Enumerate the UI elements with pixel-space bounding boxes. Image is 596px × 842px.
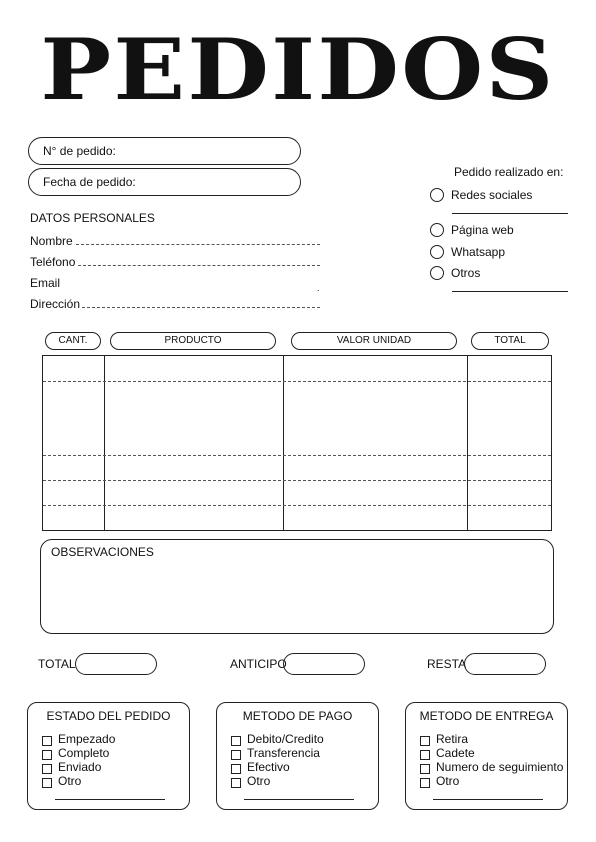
delivery-other-checkbox[interactable] <box>420 778 430 788</box>
status-sent-checkbox[interactable] <box>42 764 52 774</box>
channel-social-label: Redes sociales <box>451 188 533 202</box>
order-table[interactable] <box>42 355 552 531</box>
order-number-label: N° de pedido: <box>43 144 116 158</box>
delivery-courier-label: Cadete <box>436 746 475 760</box>
address-input-line[interactable] <box>82 307 320 308</box>
row-divider <box>43 480 551 481</box>
status-other-label: Otro <box>58 774 82 788</box>
order-date-field[interactable] <box>28 168 301 196</box>
channel-whatsapp-label: Whatsapp <box>451 245 506 259</box>
observations-box[interactable] <box>40 539 554 634</box>
delivery-other-line[interactable] <box>433 799 543 800</box>
email-input-line[interactable] <box>64 286 320 287</box>
delivery-pickup-label: Retira <box>436 732 469 746</box>
channel-heading: Pedido realizado en: <box>454 165 564 179</box>
page-title: PEDIDOS <box>40 20 556 119</box>
header-product: PRODUCTO <box>110 332 276 350</box>
payment-box <box>216 702 379 810</box>
observations-label: OBSERVACIONES <box>51 545 154 559</box>
delivery-courier-checkbox[interactable] <box>420 750 430 760</box>
delivery-box <box>405 702 568 810</box>
row-divider <box>43 455 551 456</box>
delivery-tracking-checkbox[interactable] <box>420 764 430 774</box>
delivery-tracking-label: Numero de seguimiento <box>436 760 564 774</box>
payment-other-checkbox[interactable] <box>231 778 241 788</box>
deposit-field[interactable] <box>283 653 365 675</box>
payment-transfer-label: Transferencia <box>247 746 320 760</box>
status-started-checkbox[interactable] <box>42 736 52 746</box>
payment-cash-checkbox[interactable] <box>231 764 241 774</box>
status-sent-label: Enviado <box>58 760 102 774</box>
name-input-line[interactable] <box>76 244 320 245</box>
address-label: Dirección <box>30 297 81 311</box>
header-total: TOTAL <box>471 332 549 350</box>
remaining-field[interactable] <box>464 653 546 675</box>
column-divider <box>283 356 284 530</box>
email-line-end: . <box>317 283 320 293</box>
payment-box-title: METODO DE PAGO <box>242 709 353 723</box>
radio-web[interactable] <box>430 223 444 237</box>
channel-web-label: Página web <box>451 223 514 237</box>
column-divider <box>104 356 105 530</box>
email-label: Email <box>30 276 61 290</box>
delivery-pickup-checkbox[interactable] <box>420 736 430 746</box>
deposit-label: ANTICIPO <box>230 657 287 671</box>
total-field[interactable] <box>75 653 157 675</box>
channel-other-line[interactable] <box>452 291 568 292</box>
total-label: TOTAL <box>38 657 76 671</box>
payment-cash-label: Efectivo <box>247 760 290 774</box>
radio-other[interactable] <box>430 266 444 280</box>
status-box <box>27 702 190 810</box>
status-complete-label: Completo <box>58 746 110 760</box>
column-divider <box>467 356 468 530</box>
channel-divider <box>452 213 568 214</box>
radio-whatsapp[interactable] <box>430 245 444 259</box>
remaining-label: RESTA <box>427 657 467 671</box>
payment-other-line[interactable] <box>244 799 354 800</box>
name-label: Nombre <box>30 234 73 248</box>
row-divider <box>43 505 551 506</box>
status-complete-checkbox[interactable] <box>42 750 52 760</box>
status-started-label: Empezado <box>58 732 116 746</box>
status-box-title: ESTADO DEL PEDIDO <box>46 709 171 723</box>
phone-label: Teléfono <box>30 255 76 269</box>
personal-data-heading: DATOS PERSONALES <box>30 211 155 225</box>
order-number-field[interactable] <box>28 137 301 165</box>
header-unit-value: VALOR UNIDAD <box>291 332 457 350</box>
payment-card-checkbox[interactable] <box>231 736 241 746</box>
phone-input-line[interactable] <box>78 265 320 266</box>
row-divider <box>43 381 551 382</box>
delivery-other-label: Otro <box>436 774 460 788</box>
header-quantity: CANT. <box>45 332 101 350</box>
status-other-line[interactable] <box>55 799 165 800</box>
delivery-box-title: METODO DE ENTREGA <box>419 709 554 723</box>
payment-other-label: Otro <box>247 774 271 788</box>
order-date-label: Fecha de pedido: <box>43 175 136 189</box>
payment-card-label: Debito/Credito <box>247 732 324 746</box>
channel-other-label: Otros <box>451 266 481 280</box>
status-other-checkbox[interactable] <box>42 778 52 788</box>
radio-social[interactable] <box>430 188 444 202</box>
payment-transfer-checkbox[interactable] <box>231 750 241 760</box>
